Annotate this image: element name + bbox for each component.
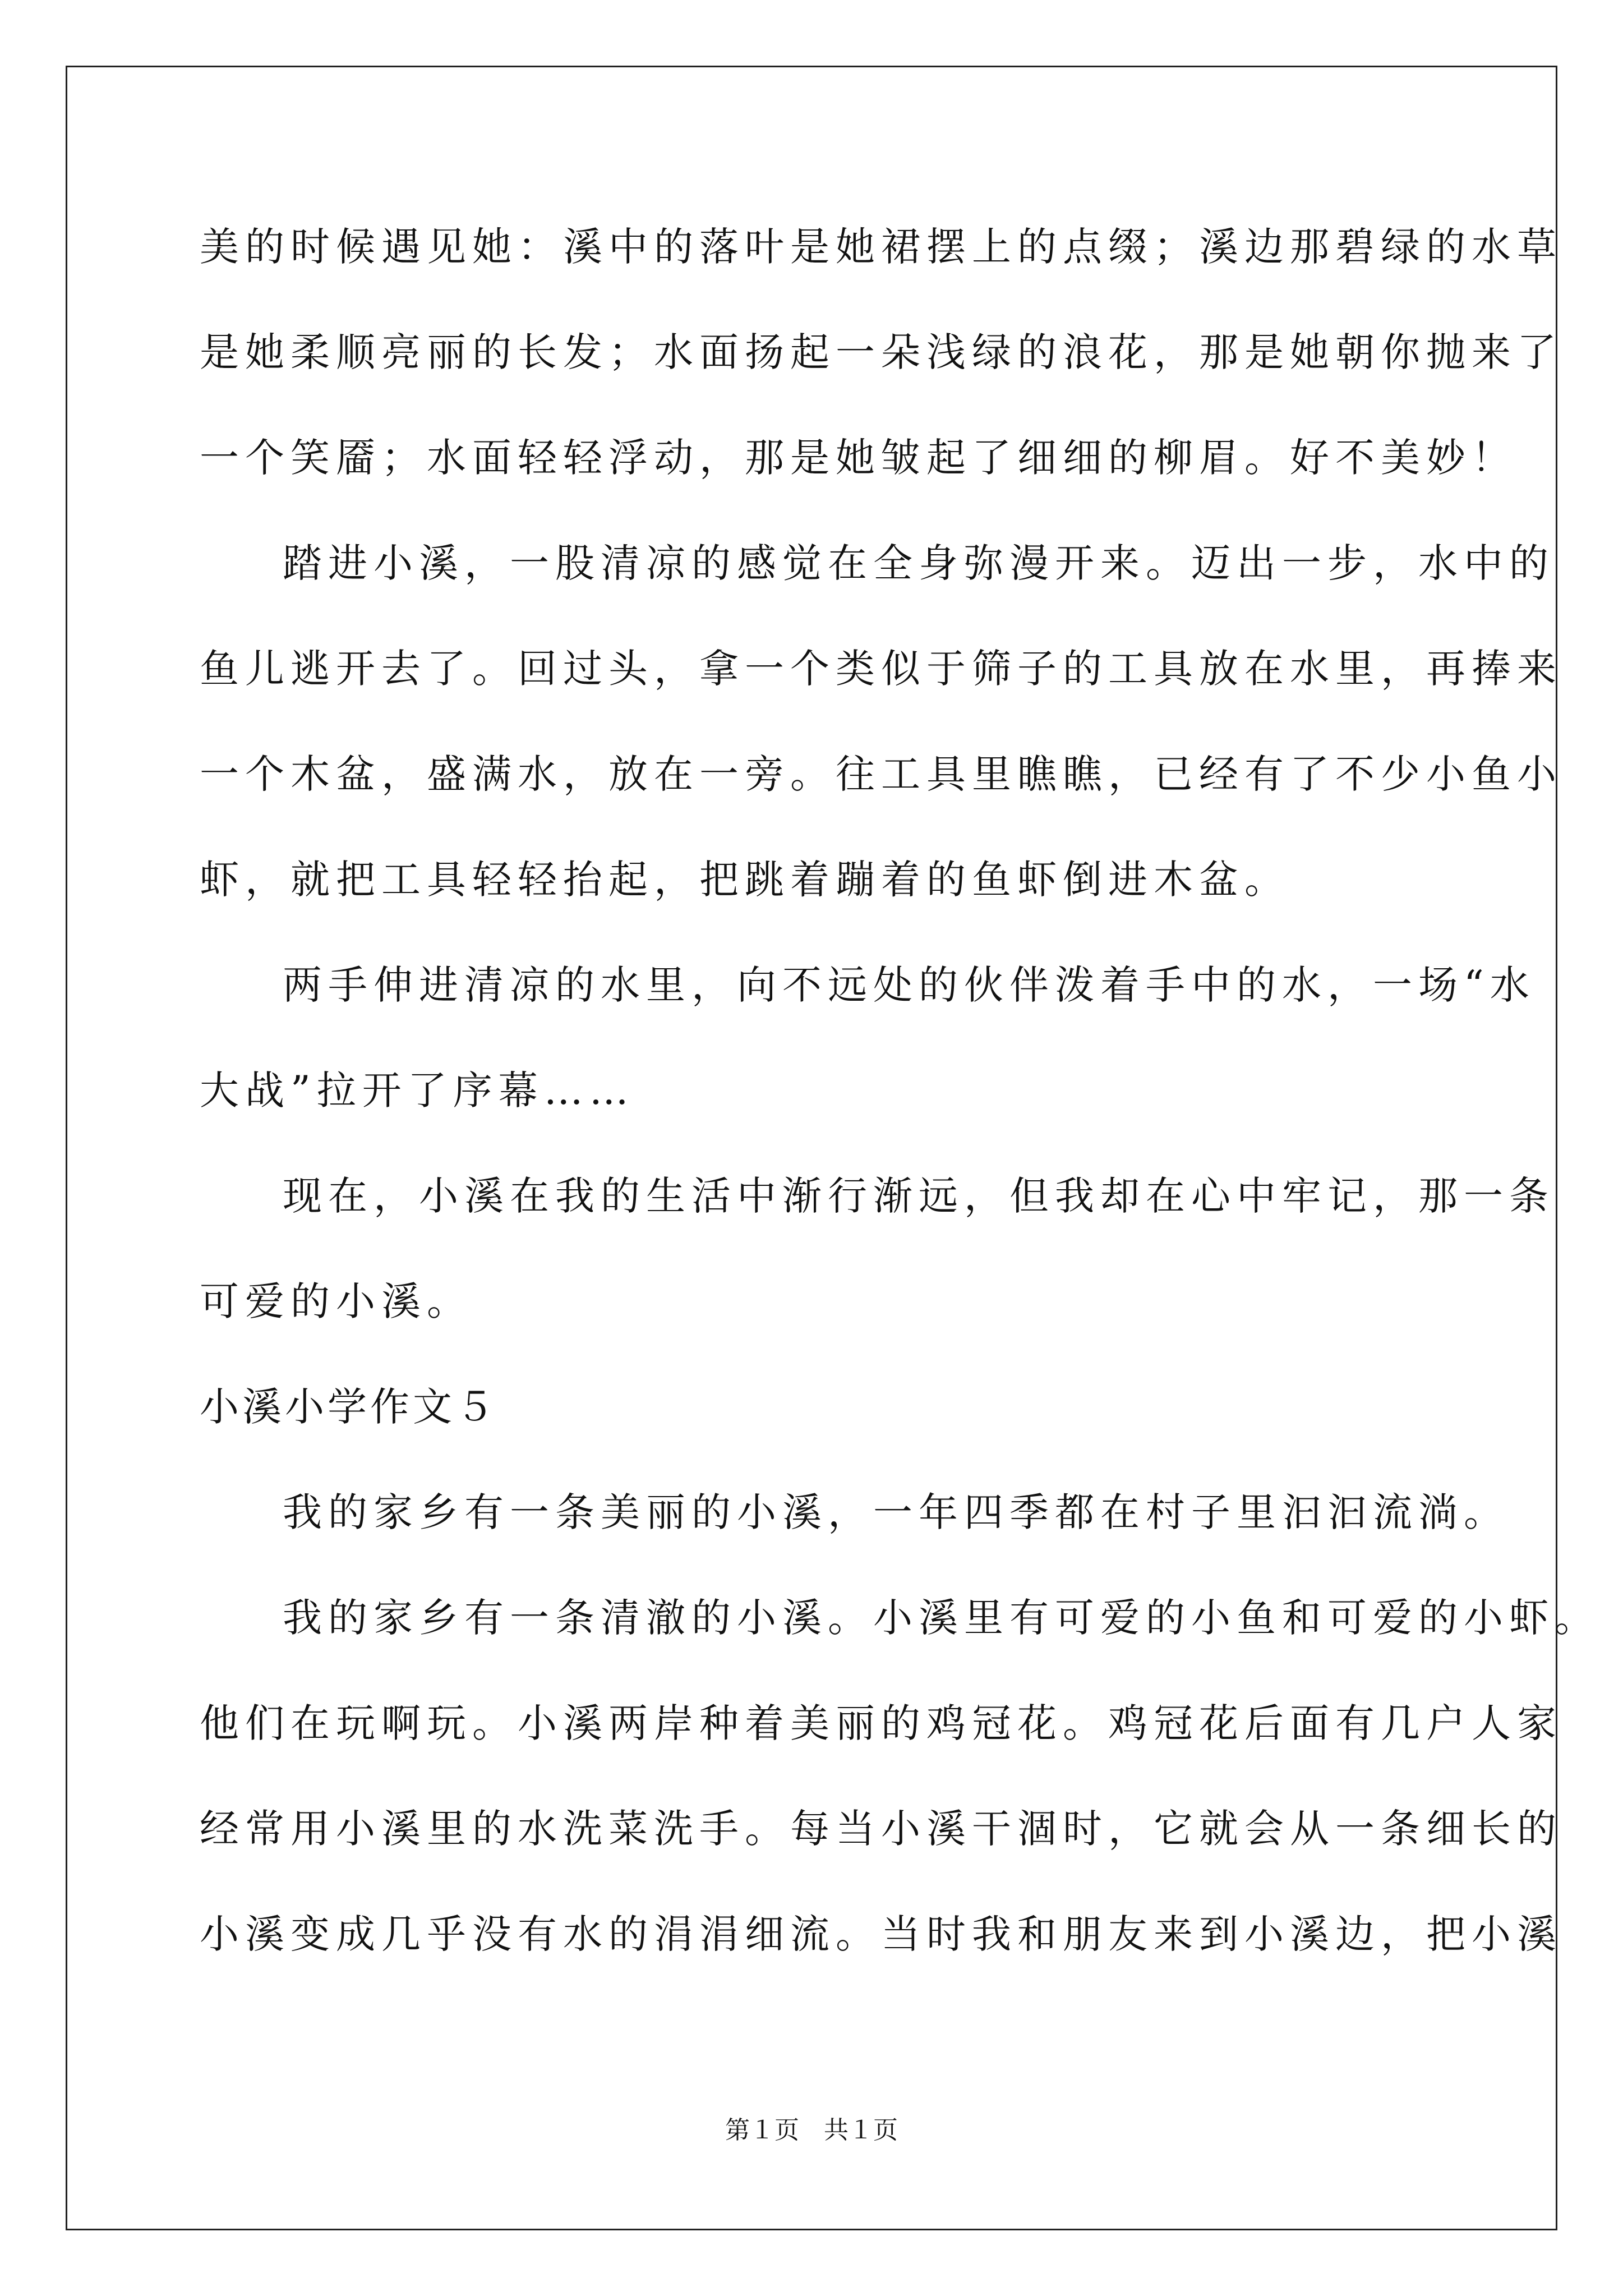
paragraph-first-line: 踏进小溪，一股清凉的感觉在全身弥漫开来。迈出一步，水中的 bbox=[283, 540, 1555, 586]
body-line: 一个笑靥；水面轻轻浮动，那是她皱起了细细的柳眉。好不美妙！ bbox=[200, 435, 1517, 481]
body-line: 经常用小溪里的水洗菜洗手。每当小溪干涸时，它就会从一条细长的 bbox=[200, 1806, 1562, 1852]
body-line: 小溪变成几乎没有水的涓涓细流。当时我和朋友来到小溪边，把小溪 bbox=[200, 1911, 1562, 1957]
page-number-footer: 第１页 共１页 bbox=[725, 2116, 898, 2145]
body-line: 美的时候遇见她：溪中的落叶是她裙摆上的点缀；溪边那碧绿的水草 bbox=[200, 224, 1562, 270]
paragraph-first-line: 我的家乡有一条美丽的小溪，一年四季都在村子里汩汩流淌。 bbox=[283, 1489, 1509, 1535]
body-line: 鱼儿逃开去了。回过头，拿一个类似于筛子的工具放在水里，再捧来 bbox=[200, 646, 1562, 692]
paragraph-first-line: 两手伸进清凉的水里，向不远处的伙伴泼着手中的水，一场“水 bbox=[283, 962, 1536, 1008]
body-line: 一个木盆，盛满水，放在一旁。往工具里瞧瞧，已经有了不少小鱼小 bbox=[200, 751, 1562, 797]
paragraph-first-line: 现在，小溪在我的生活中渐行渐远，但我却在心中牢记，那一条 bbox=[283, 1173, 1555, 1219]
paragraph-first-line: 我的家乡有一条清澈的小溪。小溪里有可爱的小鱼和可爱的小虾。 bbox=[283, 1595, 1600, 1641]
body-line: 大战”拉开了序幕…… bbox=[200, 1068, 635, 1114]
document-body bbox=[200, 213, 1600, 2006]
body-line: 是她柔顺亮丽的长发；水面扬起一朵浅绿的浪花，那是她朝你抛来了 bbox=[200, 329, 1562, 375]
section-heading: 小溪小学作文５ bbox=[200, 1384, 498, 1430]
body-line: 可爱的小溪。 bbox=[200, 1278, 472, 1324]
body-line: 虾，就把工具轻轻抬起，把跳着蹦着的鱼虾倒进木盆。 bbox=[200, 857, 1290, 903]
body-line: 他们在玩啊玩。小溪两岸种着美丽的鸡冠花。鸡冠花后面有几户人家 bbox=[200, 1700, 1562, 1746]
